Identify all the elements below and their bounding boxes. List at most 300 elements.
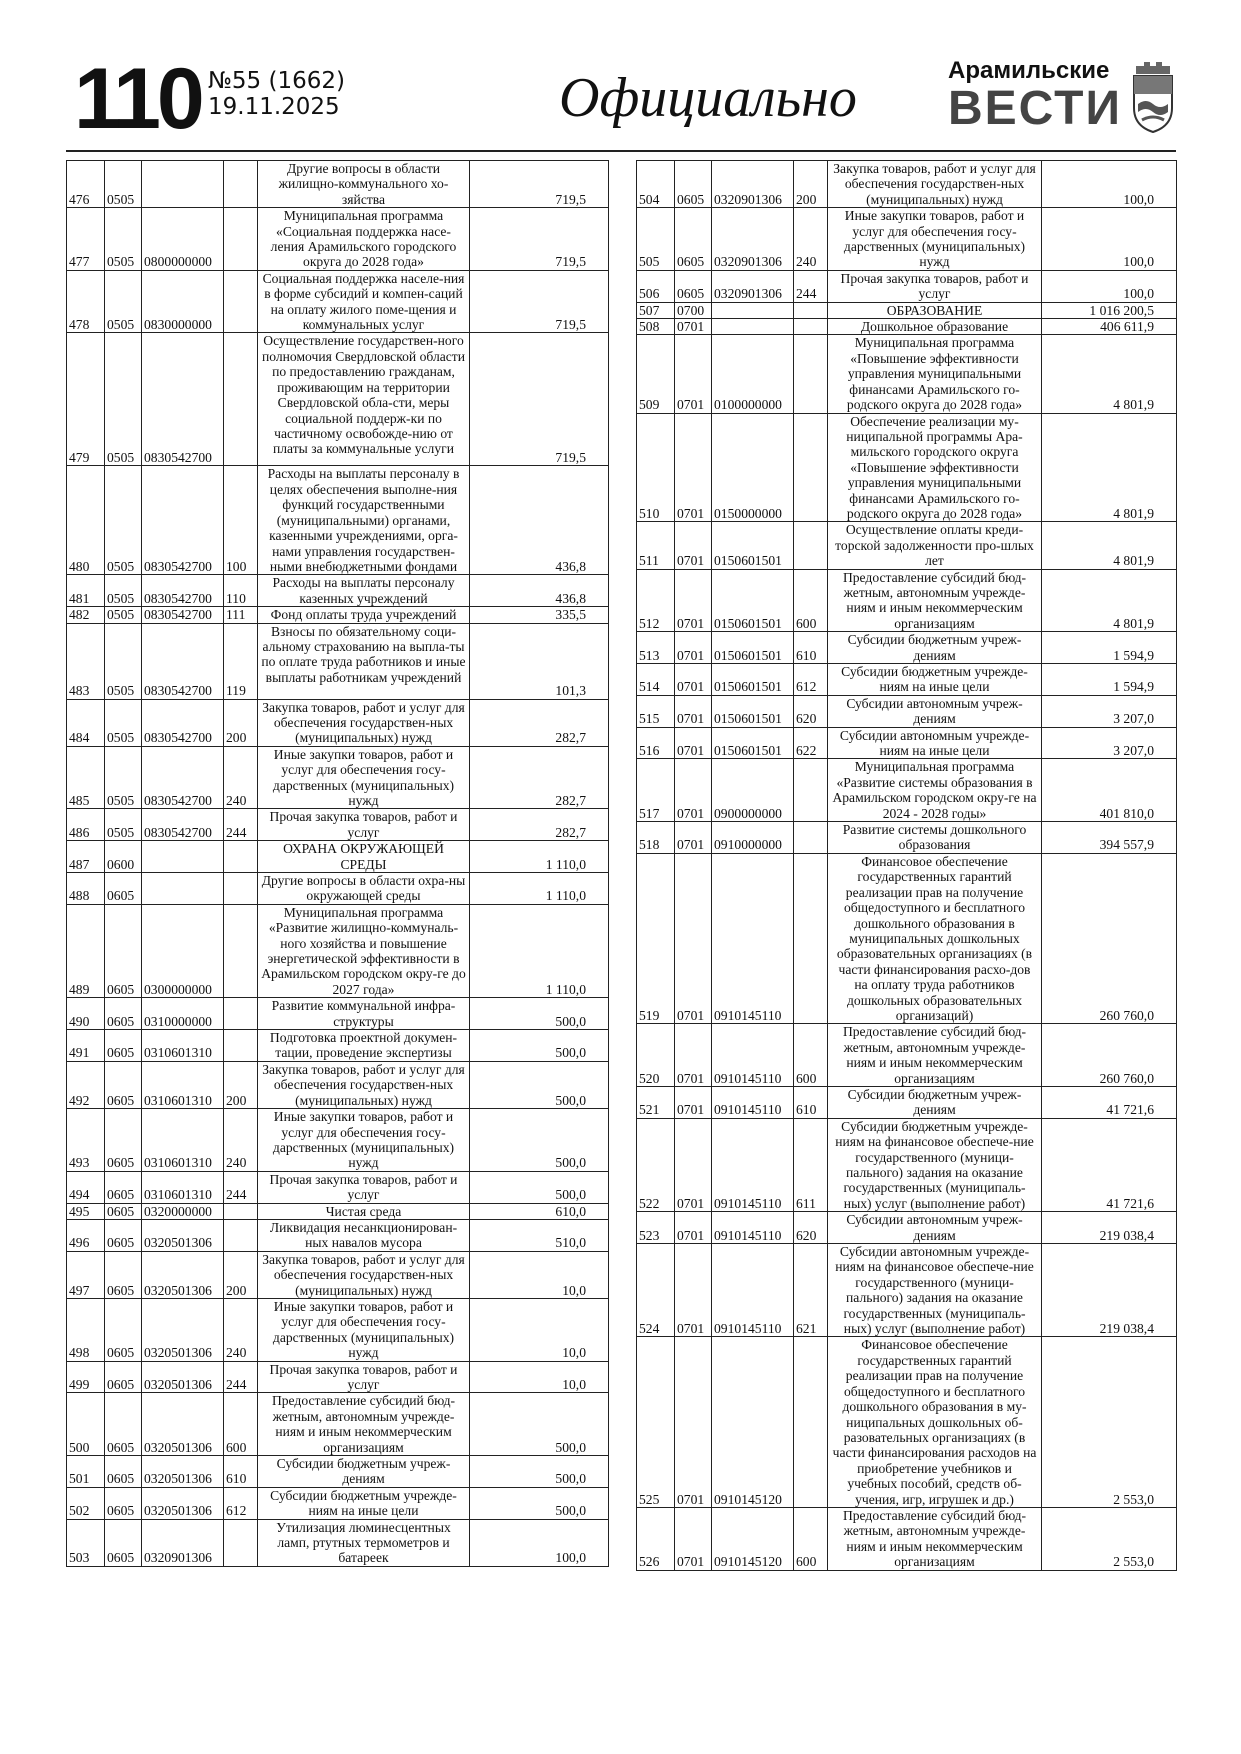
expense-type-code-cell: 240 xyxy=(224,1298,258,1361)
amount-cell: 335,5 xyxy=(470,607,609,623)
table-row xyxy=(637,853,1177,1023)
amount-cell: 1 110,0 xyxy=(470,904,609,997)
row-number-cell: 509 xyxy=(637,335,675,413)
item-name-cell: Фонд оплаты труда учреждений xyxy=(258,607,470,623)
table-row xyxy=(67,333,609,466)
expense-type-code-cell: 612 xyxy=(794,664,828,696)
expense-type-code-cell: 612 xyxy=(224,1487,258,1519)
section-code-cell: 0701 xyxy=(675,522,712,569)
target-article-code-cell: 0910145110 xyxy=(712,853,794,1023)
section-code-cell: 0701 xyxy=(675,759,712,822)
amount-cell: 4 801,9 xyxy=(1042,522,1177,569)
section-code-cell: 0701 xyxy=(675,853,712,1023)
amount-cell: 101,3 xyxy=(470,623,609,699)
table-row xyxy=(67,809,609,841)
table-row xyxy=(67,841,609,873)
expense-type-code-cell: 111 xyxy=(224,607,258,623)
section-code-cell: 0605 xyxy=(105,904,142,997)
target-article-code-cell: 0320901306 xyxy=(142,1519,224,1566)
expense-type-code-cell xyxy=(794,759,828,822)
section-code-cell: 0605 xyxy=(105,1393,142,1456)
section-code-cell: 0605 xyxy=(105,873,142,905)
expense-type-code-cell: 611 xyxy=(794,1118,828,1211)
table-row xyxy=(67,1393,609,1456)
amount-cell: 719,5 xyxy=(470,333,609,466)
table-row xyxy=(67,699,609,746)
budget-table-left xyxy=(66,160,609,1567)
target-article-code-cell: 0830542700 xyxy=(142,575,224,607)
item-name-cell: Обеспечение реализации му-ниципальной программы Ара-мильского городского округа «Повышение эффективности управления муниципальными финансами Арамильского го-родского округа до 2028 года» xyxy=(828,413,1042,522)
row-number-cell: 479 xyxy=(67,333,105,466)
table-row xyxy=(637,335,1177,413)
target-article-code-cell xyxy=(142,161,224,208)
section-code-cell: 0505 xyxy=(105,575,142,607)
section-code-cell: 0701 xyxy=(675,335,712,413)
table-row xyxy=(637,208,1177,271)
expense-type-code-cell: 200 xyxy=(794,161,828,208)
amount-cell: 282,7 xyxy=(470,699,609,746)
amount-cell: 719,5 xyxy=(470,161,609,208)
expense-type-code-cell: 610 xyxy=(224,1456,258,1488)
table-row xyxy=(637,413,1177,522)
item-name-cell: Расходы на выплаты персоналу в целях обеспечения выполне-ния функций государственными (муниципальными) органами, казенными учреждениями, орга-нами управления государствен-ными внебюджетными фондами xyxy=(258,466,470,575)
target-article-code-cell: 0150601501 xyxy=(712,727,794,759)
row-number-cell: 500 xyxy=(67,1393,105,1456)
target-article-code-cell: 0910145120 xyxy=(712,1337,794,1507)
row-number-cell: 526 xyxy=(637,1507,675,1570)
logo-line-main: ВЕСТИ xyxy=(948,82,1122,135)
section-code-cell: 0505 xyxy=(105,208,142,271)
item-name-cell: Прочая закупка товаров, работ и услуг xyxy=(258,1361,470,1393)
target-article-code-cell: 0100000000 xyxy=(712,335,794,413)
amount-cell: 500,0 xyxy=(470,998,609,1030)
row-number-cell: 520 xyxy=(637,1024,675,1087)
target-article-code-cell xyxy=(712,302,794,318)
section-code-cell: 0605 xyxy=(105,1171,142,1203)
amount-cell: 100,0 xyxy=(470,1519,609,1566)
expense-type-code-cell: 200 xyxy=(224,1251,258,1298)
city-coat-of-arms-icon xyxy=(1130,60,1176,134)
expense-type-code-cell xyxy=(224,208,258,271)
expense-type-code-cell: 100 xyxy=(224,466,258,575)
issue-info xyxy=(208,68,345,120)
table-row xyxy=(67,1298,609,1361)
expense-type-code-cell: 119 xyxy=(224,623,258,699)
table-row xyxy=(637,270,1177,302)
expense-type-code-cell: 240 xyxy=(794,208,828,271)
expense-type-code-cell xyxy=(794,319,828,335)
target-article-code-cell: 0320501306 xyxy=(142,1393,224,1456)
amount-cell: 219 038,4 xyxy=(1042,1244,1177,1337)
item-name-cell: Муниципальная программа «Развитие системы образования в Арамильском городском окру-ге на 2024 - 2028 годы» xyxy=(828,759,1042,822)
table-row xyxy=(637,632,1177,664)
row-number-cell: 499 xyxy=(67,1361,105,1393)
expense-type-code-cell xyxy=(794,522,828,569)
expense-type-code-cell: 244 xyxy=(224,809,258,841)
section-code-cell: 0505 xyxy=(105,607,142,623)
table-row xyxy=(67,1171,609,1203)
amount-cell: 1 594,9 xyxy=(1042,664,1177,696)
section-code-cell: 0701 xyxy=(675,1118,712,1211)
section-code-cell: 0701 xyxy=(675,1086,712,1118)
section-code-cell: 0505 xyxy=(105,333,142,466)
section-code-cell: 0605 xyxy=(105,1456,142,1488)
row-number-cell: 501 xyxy=(67,1456,105,1488)
target-article-code-cell: 0310601310 xyxy=(142,1171,224,1203)
table-row xyxy=(637,302,1177,318)
target-article-code-cell: 0830542700 xyxy=(142,333,224,466)
item-name-cell: Иные закупки товаров, работ и услуг для обеспечения госу-дарственных (муниципальных) нужд xyxy=(258,1298,470,1361)
target-article-code-cell: 0320501306 xyxy=(142,1361,224,1393)
table-row xyxy=(637,522,1177,569)
target-article-code-cell: 0910145110 xyxy=(712,1118,794,1211)
target-article-code-cell: 0310601310 xyxy=(142,1061,224,1108)
item-name-cell: Иные закупки товаров, работ и услуг для обеспечения госу-дарственных (муниципальных) нужд xyxy=(258,746,470,809)
item-name-cell: Взносы по обязательному соци-альному страхованию на выпла-ты по оплате труда работников и иные выплаты работникам учреждений xyxy=(258,623,470,699)
table-row xyxy=(637,1118,1177,1211)
table-row xyxy=(637,1086,1177,1118)
amount-cell: 500,0 xyxy=(470,1393,609,1456)
table-row xyxy=(67,466,609,575)
item-name-cell: Муниципальная программа «Повышение эффективности управления муниципальными финансами Арамильского го-родского округа до 2028 года» xyxy=(828,335,1042,413)
row-number-cell: 513 xyxy=(637,632,675,664)
amount-cell: 500,0 xyxy=(470,1456,609,1488)
table-row xyxy=(67,1109,609,1172)
row-number-cell: 524 xyxy=(637,1244,675,1337)
expense-type-code-cell xyxy=(224,1203,258,1219)
item-name-cell: Предоставление субсидий бюд-жетным, автономным учрежде-ниям и иным некоммерческим организациям xyxy=(828,1024,1042,1087)
expense-type-code-cell xyxy=(794,413,828,522)
target-article-code-cell: 0830542700 xyxy=(142,746,224,809)
item-name-cell: Субсидии бюджетным учрежде-ниям на иные цели xyxy=(258,1487,470,1519)
target-article-code-cell: 0150601501 xyxy=(712,522,794,569)
target-article-code-cell: 0320901306 xyxy=(712,270,794,302)
expense-type-code-cell xyxy=(794,822,828,854)
row-number-cell: 503 xyxy=(67,1519,105,1566)
item-name-cell: Закупка товаров, работ и услуг для обеспечения государствен-ных (муниципальных) нужд xyxy=(258,1251,470,1298)
table-row xyxy=(67,1061,609,1108)
expense-type-code-cell xyxy=(224,904,258,997)
item-name-cell: Развитие системы дошкольного образования xyxy=(828,822,1042,854)
row-number-cell: 476 xyxy=(67,161,105,208)
section-code-cell: 0605 xyxy=(105,1298,142,1361)
row-number-cell: 484 xyxy=(67,699,105,746)
table-row xyxy=(67,270,609,333)
item-name-cell: Другие вопросы в области жилищно-коммунального хо-зяйства xyxy=(258,161,470,208)
section-code-cell: 0701 xyxy=(675,413,712,522)
expense-type-code-cell: 620 xyxy=(794,1212,828,1244)
amount-cell: 510,0 xyxy=(470,1219,609,1251)
expense-type-code-cell xyxy=(224,270,258,333)
target-article-code-cell: 0150601501 xyxy=(712,664,794,696)
row-number-cell: 477 xyxy=(67,208,105,271)
expense-type-code-cell xyxy=(224,1219,258,1251)
amount-cell: 4 801,9 xyxy=(1042,413,1177,522)
item-name-cell: Другие вопросы в области охра-ны окружающей среды xyxy=(258,873,470,905)
row-number-cell: 481 xyxy=(67,575,105,607)
item-name-cell: Финансовое обеспечение государственных гарантий реализации прав на получение общедоступного и бесплатного дошкольного образования в му-ниципальных дошкольных об-разовательных организациях (в части финансирования расходов на приобретение учебников и учебных пособий, средств об-учения, игр, игрушек и др.) xyxy=(828,1337,1042,1507)
amount-cell: 500,0 xyxy=(470,1061,609,1108)
row-number-cell: 492 xyxy=(67,1061,105,1108)
amount-cell: 10,0 xyxy=(470,1298,609,1361)
row-number-cell: 512 xyxy=(637,569,675,632)
expense-type-code-cell xyxy=(224,998,258,1030)
row-number-cell: 521 xyxy=(637,1086,675,1118)
section-code-cell: 0605 xyxy=(105,1061,142,1108)
section-code-cell: 0505 xyxy=(105,466,142,575)
item-name-cell: Расходы на выплаты персоналу казенных учреждений xyxy=(258,575,470,607)
target-article-code-cell: 0910145120 xyxy=(712,1507,794,1570)
amount-cell: 500,0 xyxy=(470,1487,609,1519)
target-article-code-cell: 0320501306 xyxy=(142,1251,224,1298)
expense-type-code-cell xyxy=(794,302,828,318)
expense-type-code-cell: 200 xyxy=(224,1061,258,1108)
amount-cell: 260 760,0 xyxy=(1042,853,1177,1023)
table-row xyxy=(67,1361,609,1393)
section-code-cell: 0701 xyxy=(675,1024,712,1087)
section-code-cell: 0701 xyxy=(675,319,712,335)
amount-cell: 219 038,4 xyxy=(1042,1212,1177,1244)
item-name-cell: Субсидии бюджетным учреж-дениям xyxy=(828,1086,1042,1118)
amount-cell: 2 553,0 xyxy=(1042,1507,1177,1570)
expense-type-code-cell xyxy=(794,335,828,413)
table-row xyxy=(67,1219,609,1251)
item-name-cell: Закупка товаров, работ и услуг для обеспечения государствен-ных (муниципальных) нужд xyxy=(828,161,1042,208)
amount-cell: 2 553,0 xyxy=(1042,1337,1177,1507)
amount-cell: 10,0 xyxy=(470,1361,609,1393)
item-name-cell: Закупка товаров, работ и услуг для обеспечения государствен-ных (муниципальных) нужд xyxy=(258,699,470,746)
item-name-cell: Дошкольное образование xyxy=(828,319,1042,335)
target-article-code-cell xyxy=(142,841,224,873)
table-row xyxy=(67,998,609,1030)
row-number-cell: 523 xyxy=(637,1212,675,1244)
amount-cell: 4 801,9 xyxy=(1042,569,1177,632)
item-name-cell: Муниципальная программа «Развитие жилищно-коммуналь-ного хозяйства и повышение энергетической эффективности в Арамильском городском окру-ге до 2027 года» xyxy=(258,904,470,997)
target-article-code-cell: 0150000000 xyxy=(712,413,794,522)
expense-type-code-cell: 240 xyxy=(224,746,258,809)
amount-cell: 1 110,0 xyxy=(470,873,609,905)
item-name-cell: Прочая закупка товаров, работ и услуг xyxy=(828,270,1042,302)
row-number-cell: 522 xyxy=(637,1118,675,1211)
table-row xyxy=(637,161,1177,208)
target-article-code-cell: 0900000000 xyxy=(712,759,794,822)
row-number-cell: 489 xyxy=(67,904,105,997)
target-article-code-cell: 0910145110 xyxy=(712,1086,794,1118)
section-code-cell: 0505 xyxy=(105,161,142,208)
row-number-cell: 517 xyxy=(637,759,675,822)
amount-cell: 260 760,0 xyxy=(1042,1024,1177,1087)
item-name-cell: Подготовка проектной докумен-тации, проведение экспертизы xyxy=(258,1030,470,1062)
item-name-cell: Субсидии бюджетным учреж-дениям xyxy=(258,1456,470,1488)
section-code-cell: 0605 xyxy=(675,161,712,208)
amount-cell: 10,0 xyxy=(470,1251,609,1298)
amount-cell: 1 110,0 xyxy=(470,841,609,873)
table-row xyxy=(637,822,1177,854)
target-article-code-cell: 0310000000 xyxy=(142,998,224,1030)
row-number-cell: 508 xyxy=(637,319,675,335)
item-name-cell: Закупка товаров, работ и услуг для обеспечения государствен-ных (муниципальных) нужд xyxy=(258,1061,470,1108)
amount-cell: 500,0 xyxy=(470,1109,609,1172)
section-code-cell: 0701 xyxy=(675,1337,712,1507)
target-article-code-cell: 0830542700 xyxy=(142,607,224,623)
row-number-cell: 497 xyxy=(67,1251,105,1298)
section-code-cell: 0600 xyxy=(105,841,142,873)
amount-cell: 610,0 xyxy=(470,1203,609,1219)
expense-type-code-cell xyxy=(224,873,258,905)
expense-type-code-cell xyxy=(794,1337,828,1507)
row-number-cell: 515 xyxy=(637,695,675,727)
issue-number: №55 (1662) xyxy=(208,68,345,94)
target-article-code-cell: 0910145110 xyxy=(712,1024,794,1087)
row-number-cell: 487 xyxy=(67,841,105,873)
table-row xyxy=(637,695,1177,727)
target-article-code-cell: 0830542700 xyxy=(142,623,224,699)
target-article-code-cell: 0320501306 xyxy=(142,1219,224,1251)
target-article-code-cell: 0830542700 xyxy=(142,809,224,841)
table-row xyxy=(67,575,609,607)
table-row xyxy=(637,319,1177,335)
row-number-cell: 510 xyxy=(637,413,675,522)
row-number-cell: 483 xyxy=(67,623,105,699)
section-code-cell: 0701 xyxy=(675,695,712,727)
section-code-cell: 0505 xyxy=(105,809,142,841)
table-row xyxy=(67,1251,609,1298)
target-article-code-cell: 0830542700 xyxy=(142,466,224,575)
expense-type-code-cell: 620 xyxy=(794,695,828,727)
item-name-cell: Субсидии автономным учрежде-ниям на финансовое обеспече-ние государственного (муници-пального) задания на оказание государственных (муниципаль-ных) услуг (выполнение работ) xyxy=(828,1244,1042,1337)
table-row xyxy=(67,161,609,208)
amount-cell: 719,5 xyxy=(470,208,609,271)
target-article-code-cell: 0320901306 xyxy=(712,208,794,271)
target-article-code-cell: 0910000000 xyxy=(712,822,794,854)
section-code-cell: 0701 xyxy=(675,1212,712,1244)
table-row xyxy=(67,623,609,699)
amount-cell: 719,5 xyxy=(470,270,609,333)
target-article-code-cell: 0150601501 xyxy=(712,632,794,664)
target-article-code-cell: 0830542700 xyxy=(142,699,224,746)
item-name-cell: Осуществление государствен-ного полномочия Свердловской области по предоставлению гражданам, проживающим на территории Свердловской обла-сти, меры социальной поддерж-ки по частичному освобожде-нию от платы за коммунальные услуги xyxy=(258,333,470,466)
amount-cell: 500,0 xyxy=(470,1030,609,1062)
table-row xyxy=(637,569,1177,632)
target-article-code-cell: 0150601501 xyxy=(712,569,794,632)
expense-type-code-cell xyxy=(224,841,258,873)
item-name-cell: Субсидии бюджетным учреж-дениям xyxy=(828,632,1042,664)
item-name-cell: Субсидии автономным учреж-дениям xyxy=(828,1212,1042,1244)
expense-type-code-cell: 621 xyxy=(794,1244,828,1337)
amount-cell: 3 207,0 xyxy=(1042,727,1177,759)
section-code-cell: 0701 xyxy=(675,664,712,696)
item-name-cell: Субсидии автономным учрежде-ниям на иные цели xyxy=(828,727,1042,759)
table-row xyxy=(67,746,609,809)
amount-cell: 100,0 xyxy=(1042,270,1177,302)
section-code-cell: 0701 xyxy=(675,1244,712,1337)
item-name-cell: Утилизация люминесцентных ламп, ртутных термометров и батареек xyxy=(258,1519,470,1566)
expense-type-code-cell: 600 xyxy=(794,1507,828,1570)
expense-type-code-cell: 244 xyxy=(224,1171,258,1203)
section-code-cell: 0605 xyxy=(105,1030,142,1062)
budget-table-right xyxy=(636,160,1177,1571)
table-row xyxy=(637,1244,1177,1337)
amount-cell: 401 810,0 xyxy=(1042,759,1177,822)
amount-cell: 4 801,9 xyxy=(1042,335,1177,413)
row-number-cell: 490 xyxy=(67,998,105,1030)
row-number-cell: 505 xyxy=(637,208,675,271)
row-number-cell: 507 xyxy=(637,302,675,318)
table-row xyxy=(67,1487,609,1519)
item-name-cell: Осуществление оплаты креди-торской задолженности про-шлых лет xyxy=(828,522,1042,569)
row-number-cell: 482 xyxy=(67,607,105,623)
table-row xyxy=(637,664,1177,696)
expense-type-code-cell: 240 xyxy=(224,1109,258,1172)
target-article-code-cell: 0320000000 xyxy=(142,1203,224,1219)
row-number-cell: 495 xyxy=(67,1203,105,1219)
row-number-cell: 502 xyxy=(67,1487,105,1519)
expense-type-code-cell: 244 xyxy=(224,1361,258,1393)
amount-cell: 282,7 xyxy=(470,809,609,841)
expense-type-code-cell xyxy=(224,161,258,208)
expense-type-code-cell: 600 xyxy=(224,1393,258,1456)
row-number-cell: 496 xyxy=(67,1219,105,1251)
table-row xyxy=(637,1337,1177,1507)
section-code-cell: 0605 xyxy=(105,1203,142,1219)
page-header xyxy=(66,51,1176,152)
section-code-cell: 0505 xyxy=(105,623,142,699)
item-name-cell: Предоставление субсидий бюд-жетным, автономным учрежде-ниям и иным некоммерческим организациям xyxy=(828,1507,1042,1570)
amount-cell: 436,8 xyxy=(470,466,609,575)
row-number-cell: 525 xyxy=(637,1337,675,1507)
amount-cell: 406 611,9 xyxy=(1042,319,1177,335)
row-number-cell: 506 xyxy=(637,270,675,302)
table-row xyxy=(67,873,609,905)
target-article-code-cell xyxy=(142,873,224,905)
row-number-cell: 519 xyxy=(637,853,675,1023)
item-name-cell: Прочая закупка товаров, работ и услуг xyxy=(258,1171,470,1203)
section-code-cell: 0700 xyxy=(675,302,712,318)
expense-type-code-cell xyxy=(224,333,258,466)
expense-type-code-cell: 600 xyxy=(794,569,828,632)
row-number-cell: 511 xyxy=(637,522,675,569)
item-name-cell: Иные закупки товаров, работ и услуг для обеспечения госу-дарственных (муниципальных) нужд xyxy=(258,1109,470,1172)
item-name-cell: Субсидии бюджетным учрежде-ниям на финансовое обеспече-ние государственного (муници-пального) задания на оказание государственных (муниципаль-ных) услуг (выполнение работ) xyxy=(828,1118,1042,1211)
section-code-cell: 0605 xyxy=(675,208,712,271)
amount-cell: 1 016 200,5 xyxy=(1042,302,1177,318)
amount-cell: 436,8 xyxy=(470,575,609,607)
amount-cell: 500,0 xyxy=(470,1171,609,1203)
section-code-cell: 0605 xyxy=(105,1219,142,1251)
table-row xyxy=(637,759,1177,822)
target-article-code-cell: 0320501306 xyxy=(142,1456,224,1488)
expense-type-code-cell: 600 xyxy=(794,1024,828,1087)
row-number-cell: 494 xyxy=(67,1171,105,1203)
table-row xyxy=(637,1507,1177,1570)
item-name-cell: ОХРАНА ОКРУЖАЮЩЕЙ СРЕДЫ xyxy=(258,841,470,873)
table-row xyxy=(637,1024,1177,1087)
item-name-cell: Предоставление субсидий бюд-жетным, автономным учрежде-ниям и иным некоммерческим организациям xyxy=(828,569,1042,632)
row-number-cell: 488 xyxy=(67,873,105,905)
table-row xyxy=(67,1456,609,1488)
table-row xyxy=(637,1212,1177,1244)
item-name-cell: Иные закупки товаров, работ и услуг для обеспечения госу-дарственных (муниципальных) нужд xyxy=(828,208,1042,271)
section-code-cell: 0701 xyxy=(675,822,712,854)
expense-type-code-cell: 244 xyxy=(794,270,828,302)
item-name-cell: Чистая среда xyxy=(258,1203,470,1219)
target-article-code-cell: 0800000000 xyxy=(142,208,224,271)
section-code-cell: 0605 xyxy=(105,1251,142,1298)
table-row xyxy=(67,208,609,271)
item-name-cell: Субсидии бюджетным учрежде-ниям на иные цели xyxy=(828,664,1042,696)
row-number-cell: 516 xyxy=(637,727,675,759)
expense-type-code-cell xyxy=(224,1030,258,1062)
